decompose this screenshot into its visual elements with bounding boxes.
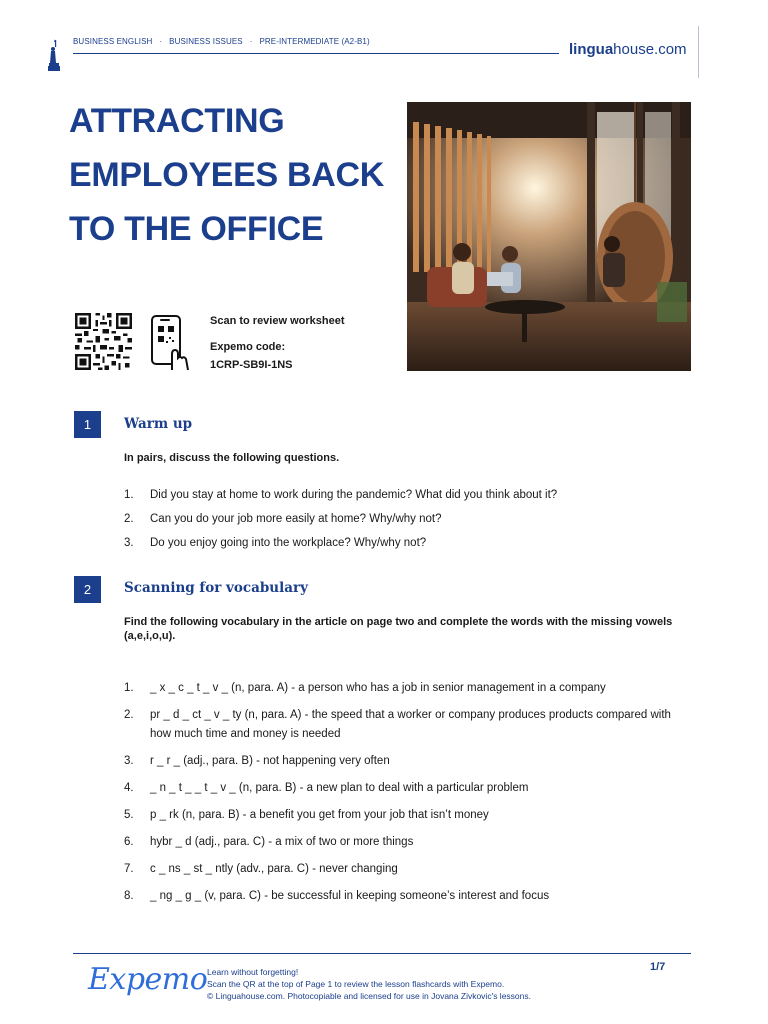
section-2-instruction: Find the following vocabulary in the article on page two and complete the words with the missing vowels (a,e,i,o,u). [124, 616, 673, 642]
phone-scan-icon [150, 314, 190, 371]
brand-rest: house.com [613, 41, 687, 58]
item-number: 3. [124, 755, 134, 767]
breadcrumb-separator: · [249, 37, 253, 46]
breadcrumb [73, 37, 370, 46]
list-item [124, 779, 691, 798]
list-item [124, 512, 691, 536]
header-side-bar [698, 26, 699, 78]
item-text: r _ r _ (adj., para. B) - not happening very often [150, 755, 390, 767]
item-number: 1. [124, 489, 134, 501]
footer-copyright: © Linguahouse.com. Photocopiable and licensed for use in Jovana Zivkovic's lessons. [207, 991, 531, 1001]
list-item [124, 706, 691, 744]
item-number: 2. [124, 513, 134, 525]
item-text: pr _ d _ ct _ v _ ty (n, para. A) - the speed that a worker or company produces products compared with how much time and money is needed [150, 709, 671, 740]
header-divider [73, 53, 559, 54]
list-item [124, 806, 691, 825]
list-item [124, 860, 691, 879]
page-title: ATTRACTING EMPLOYEES BACK TO THE OFFICE [69, 102, 385, 248]
section-2-number: 2 [74, 576, 101, 603]
item-number: 5. [124, 809, 134, 821]
item-number: 3. [124, 537, 134, 549]
list-item [124, 488, 691, 512]
footer-scan-note: Scan the QR at the top of Page 1 to review the lesson flashcards with Expemo. [207, 979, 505, 989]
item-number: 2. [124, 709, 134, 721]
footer-tagline: Learn without forgetting! [207, 967, 299, 977]
list-item [124, 833, 691, 852]
item-text: c _ ns _ st _ ntly (adv., para. C) - never changing [150, 863, 398, 875]
vocabulary-list [124, 679, 691, 914]
breadcrumb-course[interactable]: BUSINESS ENGLISH [73, 37, 153, 46]
linguahouse-logo[interactable] [569, 41, 687, 58]
item-text: p _ rk (n, para. B) - a benefit you get from your job that isn’t money [150, 809, 489, 821]
page-number: 1/7 [650, 961, 666, 973]
expemo-code[interactable]: 1CRP-SB9I-1NS [210, 359, 293, 371]
item-text: _ n _ t _ _ t _ v _ (n, para. B) - a new plan to deal with a particular problem [150, 782, 529, 794]
footer-text [207, 966, 531, 1002]
breadcrumb-category[interactable]: BUSINESS ISSUES [169, 37, 243, 46]
warm-up-questions [124, 488, 691, 560]
statue-of-liberty-icon [47, 38, 61, 72]
item-text: Can you do your job more easily at home? Why/why not? [150, 513, 442, 525]
item-number: 6. [124, 836, 134, 848]
item-number: 8. [124, 890, 134, 902]
scan-info [210, 312, 345, 374]
list-item [124, 887, 691, 906]
item-text: Did you stay at home to work during the pandemic? What did you think about it? [150, 489, 558, 501]
office-lounge-photo [407, 102, 691, 371]
item-number: 1. [124, 682, 134, 694]
breadcrumb-separator: · [159, 37, 163, 46]
section-1-instruction: In pairs, discuss the following questions. [124, 452, 340, 464]
list-item [124, 752, 691, 771]
scan-label: Scan to review worksheet [210, 315, 345, 327]
item-text: _ ng _ g _ (v, para. C) - be successful in keeping someone’s interest and focus [150, 890, 550, 902]
footer-divider [73, 953, 691, 954]
list-item [124, 536, 691, 560]
expemo-logo[interactable]: Expemo [88, 962, 208, 997]
breadcrumb-level[interactable]: PRE-INTERMEDIATE (A2-B1) [259, 37, 370, 46]
item-number: 4. [124, 782, 134, 794]
list-item [124, 679, 691, 698]
section-1-title: Warm up [124, 416, 193, 432]
item-text: Do you enjoy going into the workplace? Why/why not? [150, 537, 427, 549]
qr-code[interactable] [74, 313, 133, 370]
section-2-title: Scanning for vocabulary [124, 580, 308, 596]
section-1-number: 1 [74, 411, 101, 438]
expemo-code-label: Expemo code: [210, 341, 286, 353]
brand-bold: lingua [569, 41, 614, 58]
item-number: 7. [124, 863, 134, 875]
item-text: _ x _ c _ t _ v _ (n, para. A) - a person who has a job in senior management in a company [150, 682, 606, 694]
item-text: hybr _ d (adj., para. C) - a mix of two or more things [150, 836, 414, 848]
